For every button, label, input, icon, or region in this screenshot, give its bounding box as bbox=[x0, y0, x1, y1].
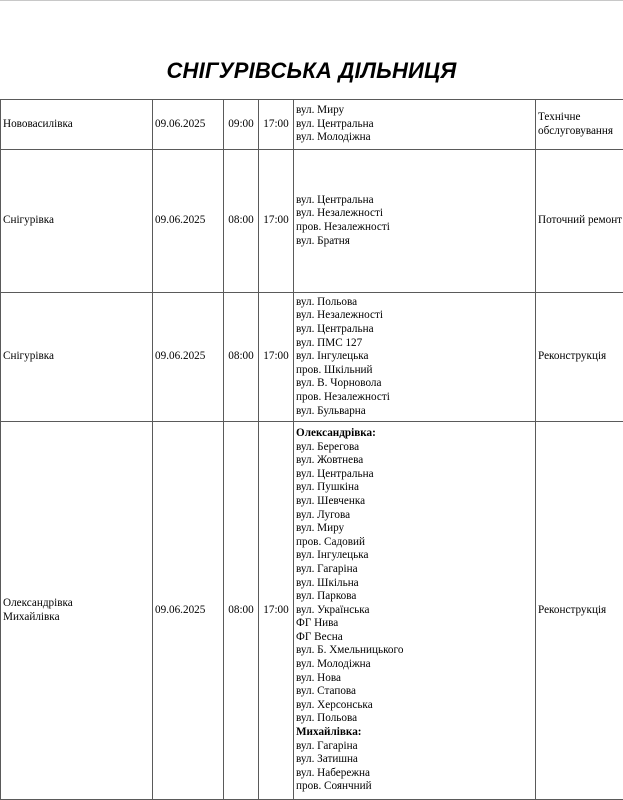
work-type-cell: Технічне обслуговування bbox=[536, 100, 623, 150]
streets-cell bbox=[294, 150, 536, 293]
location-name: Михайлівка bbox=[3, 610, 60, 623]
end-time-cell: 17:00 bbox=[259, 293, 294, 422]
street-item: вул. Пушкіна bbox=[296, 481, 359, 494]
top-divider bbox=[0, 0, 623, 1]
location-name: Олександрівка bbox=[3, 596, 73, 609]
street-item: вул. Берегова bbox=[296, 440, 360, 453]
date-cell: 09.06.2025 bbox=[153, 100, 224, 150]
street-item: пров. Садовий bbox=[296, 535, 366, 548]
street-item: вул. Херсонська bbox=[296, 698, 373, 711]
start-time-cell: 08:00 bbox=[224, 422, 259, 800]
settlement-heading: Михайлівка: bbox=[296, 726, 362, 739]
street-item: вул. Молодіжна bbox=[296, 658, 371, 671]
settlement-heading: Олександрівка: bbox=[296, 426, 376, 439]
street-item: вул. Паркова bbox=[296, 590, 357, 603]
street-item: вул. В. Чорновола bbox=[296, 377, 382, 390]
location-cell bbox=[1, 293, 153, 422]
date-cell: 09.06.2025 bbox=[153, 293, 224, 422]
street-item: вул. Нова bbox=[296, 671, 341, 684]
location-name: Снігурівка bbox=[3, 350, 54, 363]
location-cell bbox=[1, 150, 153, 293]
street-item: вул. Лугова bbox=[296, 508, 351, 521]
end-time-cell: 17:00 bbox=[259, 150, 294, 293]
start-time-cell: 09:00 bbox=[224, 100, 259, 150]
street-item: вул. Незалежності bbox=[296, 309, 383, 322]
street-item: вул. Українська bbox=[296, 603, 370, 616]
street-item: вул. Польова bbox=[296, 295, 358, 308]
street-item: ФГ Весна bbox=[296, 630, 343, 643]
table-row bbox=[1, 293, 623, 422]
location-cell bbox=[1, 100, 153, 150]
street-item: вул. Гагаріна bbox=[296, 562, 358, 575]
street-item: пров. Шкільний bbox=[296, 363, 373, 376]
location-cell bbox=[1, 422, 153, 800]
street-item: вул. Польова bbox=[296, 712, 358, 725]
work-type-cell: Реконструкція bbox=[536, 293, 623, 422]
street-item: вул. Набережна bbox=[296, 766, 370, 779]
street-item: вул. Бульварна bbox=[296, 404, 366, 417]
street-item: вул. Центральна bbox=[296, 467, 374, 480]
streets-cell bbox=[294, 100, 536, 150]
street-item: вул. Затишна bbox=[296, 753, 358, 766]
start-time-cell: 08:00 bbox=[224, 150, 259, 293]
streets-cell bbox=[294, 293, 536, 422]
street-item: вул. Гагаріна bbox=[296, 739, 358, 752]
street-item: вул. Молодіжна bbox=[296, 131, 371, 144]
street-item: вул. Жовтнева bbox=[296, 454, 364, 467]
work-type-cell: Реконструкція bbox=[536, 422, 623, 800]
street-item: вул. Інгулецька bbox=[296, 350, 369, 363]
street-item: вул. Центральна bbox=[296, 193, 374, 206]
end-time-cell: 17:00 bbox=[259, 100, 294, 150]
start-time-cell: 08:00 bbox=[224, 293, 259, 422]
street-item: вул. Центральна bbox=[296, 323, 374, 336]
street-item: вул. Б. Хмельницького bbox=[296, 644, 404, 657]
street-item: ФГ Нива bbox=[296, 617, 339, 630]
date-cell: 09.06.2025 bbox=[153, 422, 224, 800]
table-row bbox=[1, 422, 623, 800]
street-item: вул. ПМС 127 bbox=[296, 336, 363, 349]
page-title: СНІГУРІВСЬКА ДІЛЬНИЦЯ bbox=[166, 58, 457, 83]
outage-schedule-table bbox=[0, 99, 623, 800]
street-item: вул. Шкільна bbox=[296, 576, 359, 589]
street-item: вул. Братня bbox=[296, 234, 350, 247]
street-item: вул. Інгулецька bbox=[296, 549, 369, 562]
street-item: вул. Незалежності bbox=[296, 207, 383, 220]
work-type-cell: Поточний ремонт bbox=[536, 150, 623, 293]
table-row bbox=[1, 150, 623, 293]
street-item: вул. Шевченка bbox=[296, 494, 366, 507]
date-cell: 09.06.2025 bbox=[153, 150, 224, 293]
location-name: Нововасилівка bbox=[3, 117, 73, 130]
streets-cell bbox=[294, 422, 536, 800]
street-item: пров. Незалежності bbox=[296, 390, 390, 403]
street-item: вул. Центральна bbox=[296, 117, 374, 130]
street-item: пров. Незалежності bbox=[296, 221, 390, 233]
end-time-cell: 17:00 bbox=[259, 422, 294, 800]
street-item: пров. Соянчний bbox=[296, 780, 372, 793]
street-item: вул. Стапова bbox=[296, 685, 357, 698]
street-item: вул. Миру bbox=[296, 522, 345, 535]
table-row bbox=[1, 100, 623, 150]
street-item: вул. Миру bbox=[296, 104, 345, 117]
location-name: Снігурівка bbox=[3, 214, 54, 227]
